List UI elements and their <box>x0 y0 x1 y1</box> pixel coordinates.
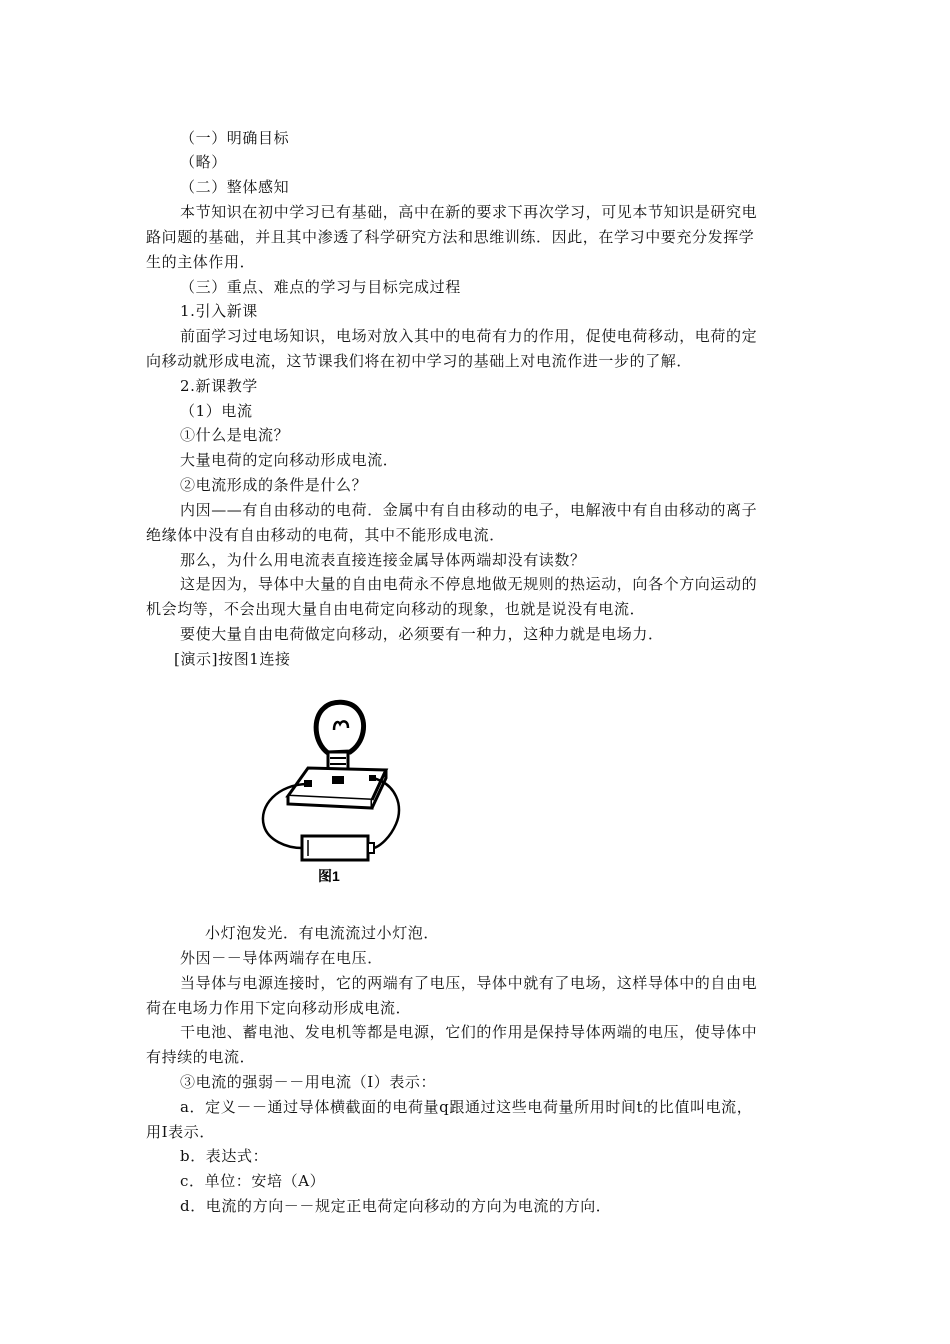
text-line: 机会均等，不会出现大量自由电荷定向移动的现象，也就是说没有电流． <box>146 600 646 618</box>
text-line: 用I表示． <box>146 1123 215 1141</box>
text-line: d．电流的方向－－规定正电荷定向移动的方向为电流的方向． <box>180 1197 612 1215</box>
text-line: （1）电流 <box>180 402 253 420</box>
text-line: c．单位：安培（A） <box>180 1172 326 1190</box>
text-line: 这是因为，导体中大量的自由电荷永不停息地做无规则的热运动，向各个方向运动的 <box>180 575 758 593</box>
text-line: ③电流的强弱－－用电流（I）表示： <box>180 1073 437 1091</box>
text-line: 2.新课教学 <box>180 377 258 395</box>
text-line: （二）整体感知 <box>180 178 290 196</box>
text-line: 大量电荷的定向移动形成电流． <box>180 451 399 469</box>
text-line: 外因－－导体两端存在电压． <box>180 949 383 967</box>
text-line: 荷在电场力作用下定向移动形成电流． <box>146 999 412 1017</box>
text-line: 小灯泡发光．有电流流过小灯泡． <box>205 924 440 942</box>
text-line: （一）明确目标 <box>180 129 290 147</box>
text-line: （略） <box>180 153 227 171</box>
text-line: 本节知识在初中学习已有基础，高中在新的要求下再次学习，可见本节知识是研究电 <box>180 203 758 221</box>
text-line: （三）重点、难点的学习与目标完成过程 <box>180 278 461 296</box>
text-line: [演示]按图1连接 <box>174 650 291 668</box>
text-line: 路问题的基础，并且其中渗透了科学研究方法和思维训练．因此，在学习中要充分发挥学 <box>146 228 755 246</box>
text-line: 内因——有自由移动的电荷．金属中有自由移动的电子，电解液中有自由移动的离子 <box>180 501 758 519</box>
text-line: 有持续的电流． <box>146 1048 256 1066</box>
text-line: 前面学习过电场知识，电场对放入其中的电荷有力的作用，促使电荷移动，电荷的定 <box>180 327 758 345</box>
text-line: ②电流形成的条件是什么？ <box>180 476 368 494</box>
text-line: a．定义－－通过导体横截面的电荷量q跟通过这些电荷量所用时间t的比值叫电流， <box>180 1098 753 1116</box>
text-line: 生的主体作用． <box>146 253 256 271</box>
text-line: 1.引入新课 <box>180 302 258 320</box>
text-line: 那么，为什么用电流表直接连接金属导体两端却没有读数？ <box>180 551 586 569</box>
text-line: 当导体与电源连接时，它的两端有了电压，导体中就有了电场，这样导体中的自由电 <box>180 974 758 992</box>
circuit-lamp-battery-icon <box>258 688 408 888</box>
text-line: 向移动就形成电流，这节课我们将在初中学习的基础上对电流作进一步的了解． <box>146 352 693 370</box>
figure-1 <box>258 688 408 888</box>
text-line: b．表达式： <box>180 1147 269 1165</box>
text-line: 要使大量自由电荷做定向移动，必须要有一种力，这种力就是电场力． <box>180 625 664 643</box>
text-line: ①什么是电流？ <box>180 426 290 444</box>
text-line: 干电池、蓄电池、发电机等都是电源，它们的作用是保持导体两端的电压，使导体中 <box>180 1023 758 1041</box>
text-line: 绝缘体中没有自由移动的电荷，其中不能形成电流． <box>146 526 505 544</box>
figure-caption: 图1 <box>318 868 340 884</box>
